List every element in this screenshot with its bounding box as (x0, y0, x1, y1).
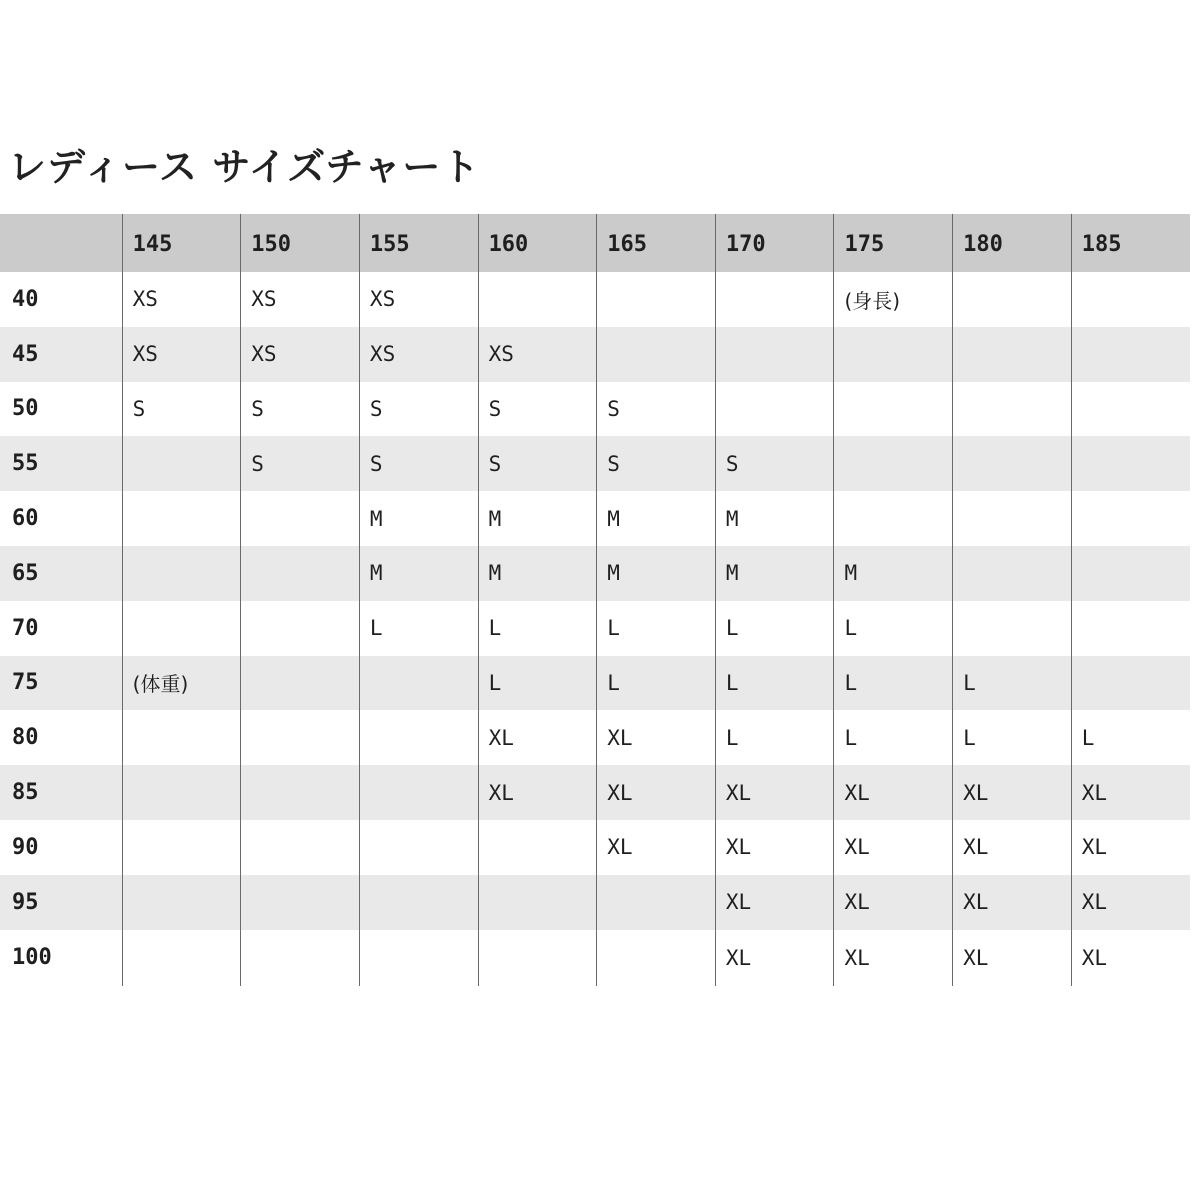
table-row (0, 436, 1190, 491)
size-cell: XL (715, 820, 834, 875)
size-cell (834, 327, 953, 382)
size-cell: XL (1071, 875, 1190, 930)
size-cell (122, 820, 241, 875)
page-title: レディース サイズチャート (8, 145, 481, 189)
size-cell: L (478, 656, 597, 711)
size-cell (241, 765, 360, 820)
table-row (0, 765, 1190, 820)
size-cell: XL (953, 765, 1072, 820)
table-row (0, 930, 1190, 986)
weight-label: 90 (12, 834, 39, 860)
size-cell (953, 382, 1072, 437)
table-row (0, 820, 1190, 875)
size-cell: L (834, 656, 953, 711)
weight-label: 95 (12, 889, 39, 915)
weight-label: 65 (12, 560, 39, 586)
height-header-150: 150 (241, 214, 360, 272)
size-cell: XL (597, 765, 716, 820)
corner-cell (0, 214, 122, 272)
height-header-160: 160 (478, 214, 597, 272)
size-cell: S (359, 436, 478, 491)
size-cell (1071, 601, 1190, 656)
size-cell: XL (834, 820, 953, 875)
height-header-185: 185 (1071, 214, 1190, 272)
table-row (0, 272, 1190, 327)
size-chart-table (0, 214, 1190, 986)
size-cell (953, 436, 1072, 491)
size-cell (715, 327, 834, 382)
weight-label: 80 (12, 725, 39, 751)
size-cell: XL (834, 765, 953, 820)
height-header-175: 175 (834, 214, 953, 272)
size-cell: XS (122, 272, 241, 327)
table-row (0, 491, 1190, 546)
table-body (0, 272, 1190, 986)
size-cell: L (1071, 710, 1190, 765)
size-cell (1071, 491, 1190, 546)
size-cell: XL (715, 875, 834, 930)
weight-label: 85 (12, 780, 39, 806)
table-row (0, 601, 1190, 656)
size-cell (715, 382, 834, 437)
table-row (0, 656, 1190, 711)
size-cell: XS (359, 327, 478, 382)
size-cell: M (715, 546, 834, 601)
size-cell (359, 710, 478, 765)
size-cell (1071, 546, 1190, 601)
weight-label: 100 (12, 945, 52, 971)
size-cell (1071, 656, 1190, 711)
size-cell (359, 656, 478, 711)
weight-label: 70 (12, 615, 39, 641)
size-cell: L (597, 601, 716, 656)
size-cell: S (359, 382, 478, 437)
size-cell (1071, 436, 1190, 491)
size-cell: S (715, 436, 834, 491)
size-cell (122, 765, 241, 820)
size-cell (122, 546, 241, 601)
size-cell (715, 272, 834, 327)
size-cell: S (597, 382, 716, 437)
size-cell: S (241, 436, 360, 491)
size-cell: L (597, 656, 716, 711)
table-row (0, 546, 1190, 601)
size-cell: XL (1071, 820, 1190, 875)
size-cell: L (715, 656, 834, 711)
weight-label: 40 (12, 286, 39, 312)
size-cell: XS (478, 327, 597, 382)
size-cell (122, 601, 241, 656)
height-header-170: 170 (715, 214, 834, 272)
height-header-145: 145 (122, 214, 241, 272)
size-cell (953, 601, 1072, 656)
size-cell: XS (359, 272, 478, 327)
size-cell (122, 710, 241, 765)
size-cell (122, 930, 241, 986)
size-cell: S (241, 382, 360, 437)
size-cell: XL (715, 930, 834, 986)
size-cell: M (715, 491, 834, 546)
size-cell: XL (715, 765, 834, 820)
size-cell: L (715, 601, 834, 656)
size-cell: XL (597, 710, 716, 765)
size-cell (241, 820, 360, 875)
size-cell (478, 272, 597, 327)
size-cell (953, 546, 1072, 601)
size-cell: XS (122, 327, 241, 382)
size-cell: XS (241, 272, 360, 327)
header-row (0, 214, 1190, 272)
size-cell: S (478, 436, 597, 491)
size-cell: XL (953, 875, 1072, 930)
size-cell: L (834, 601, 953, 656)
size-cell (359, 820, 478, 875)
axis-note: (身長) (844, 288, 901, 313)
size-cell: L (953, 710, 1072, 765)
size-cell (359, 875, 478, 930)
size-cell (478, 875, 597, 930)
size-cell (241, 546, 360, 601)
size-cell (122, 436, 241, 491)
size-cell: XL (953, 820, 1072, 875)
size-cell: XL (1071, 930, 1190, 986)
size-cell (1071, 382, 1190, 437)
weight-label: 75 (12, 670, 39, 696)
weight-label: 45 (12, 341, 39, 367)
size-cell: XL (834, 930, 953, 986)
size-cell: L (834, 710, 953, 765)
size-cell: XL (953, 930, 1072, 986)
size-cell: XS (241, 327, 360, 382)
size-cell (597, 875, 716, 930)
size-cell (953, 491, 1072, 546)
size-cell: M (478, 546, 597, 601)
size-cell: XL (478, 710, 597, 765)
size-cell (478, 930, 597, 986)
size-cell (597, 272, 716, 327)
size-cell (241, 875, 360, 930)
size-cell (834, 436, 953, 491)
height-header-165: 165 (597, 214, 716, 272)
size-cell (241, 601, 360, 656)
size-cell (1071, 272, 1190, 327)
size-cell: M (359, 491, 478, 546)
size-cell (478, 820, 597, 875)
size-cell (1071, 327, 1190, 382)
size-cell: L (715, 710, 834, 765)
size-cell: XL (478, 765, 597, 820)
table-row (0, 327, 1190, 382)
size-cell (122, 656, 241, 711)
size-cell: S (597, 436, 716, 491)
size-cell (359, 930, 478, 986)
weight-label: 50 (12, 396, 39, 422)
size-cell (241, 656, 360, 711)
size-cell: L (359, 601, 478, 656)
axis-note: (体重) (132, 672, 189, 697)
size-cell (122, 875, 241, 930)
size-cell (834, 491, 953, 546)
size-cell (122, 491, 241, 546)
weight-label: 60 (12, 506, 39, 532)
size-cell: L (953, 656, 1072, 711)
size-cell: XL (1071, 765, 1190, 820)
size-cell (834, 272, 953, 327)
size-cell (597, 930, 716, 986)
size-cell: M (359, 546, 478, 601)
size-cell (241, 491, 360, 546)
size-cell (953, 272, 1072, 327)
table-row (0, 382, 1190, 437)
size-cell (359, 765, 478, 820)
height-header-155: 155 (359, 214, 478, 272)
size-cell: S (478, 382, 597, 437)
size-cell: M (597, 491, 716, 546)
size-cell (241, 710, 360, 765)
size-cell: XL (834, 875, 953, 930)
size-cell: M (597, 546, 716, 601)
size-cell: M (478, 491, 597, 546)
size-cell: M (834, 546, 953, 601)
size-cell: XL (597, 820, 716, 875)
size-cell (953, 327, 1072, 382)
size-cell (597, 327, 716, 382)
size-cell (834, 382, 953, 437)
table-row (0, 875, 1190, 930)
table-row (0, 710, 1190, 765)
size-cell: S (122, 382, 241, 437)
height-header-180: 180 (953, 214, 1072, 272)
size-cell: L (478, 601, 597, 656)
weight-label: 55 (12, 451, 39, 477)
size-cell (241, 930, 360, 986)
